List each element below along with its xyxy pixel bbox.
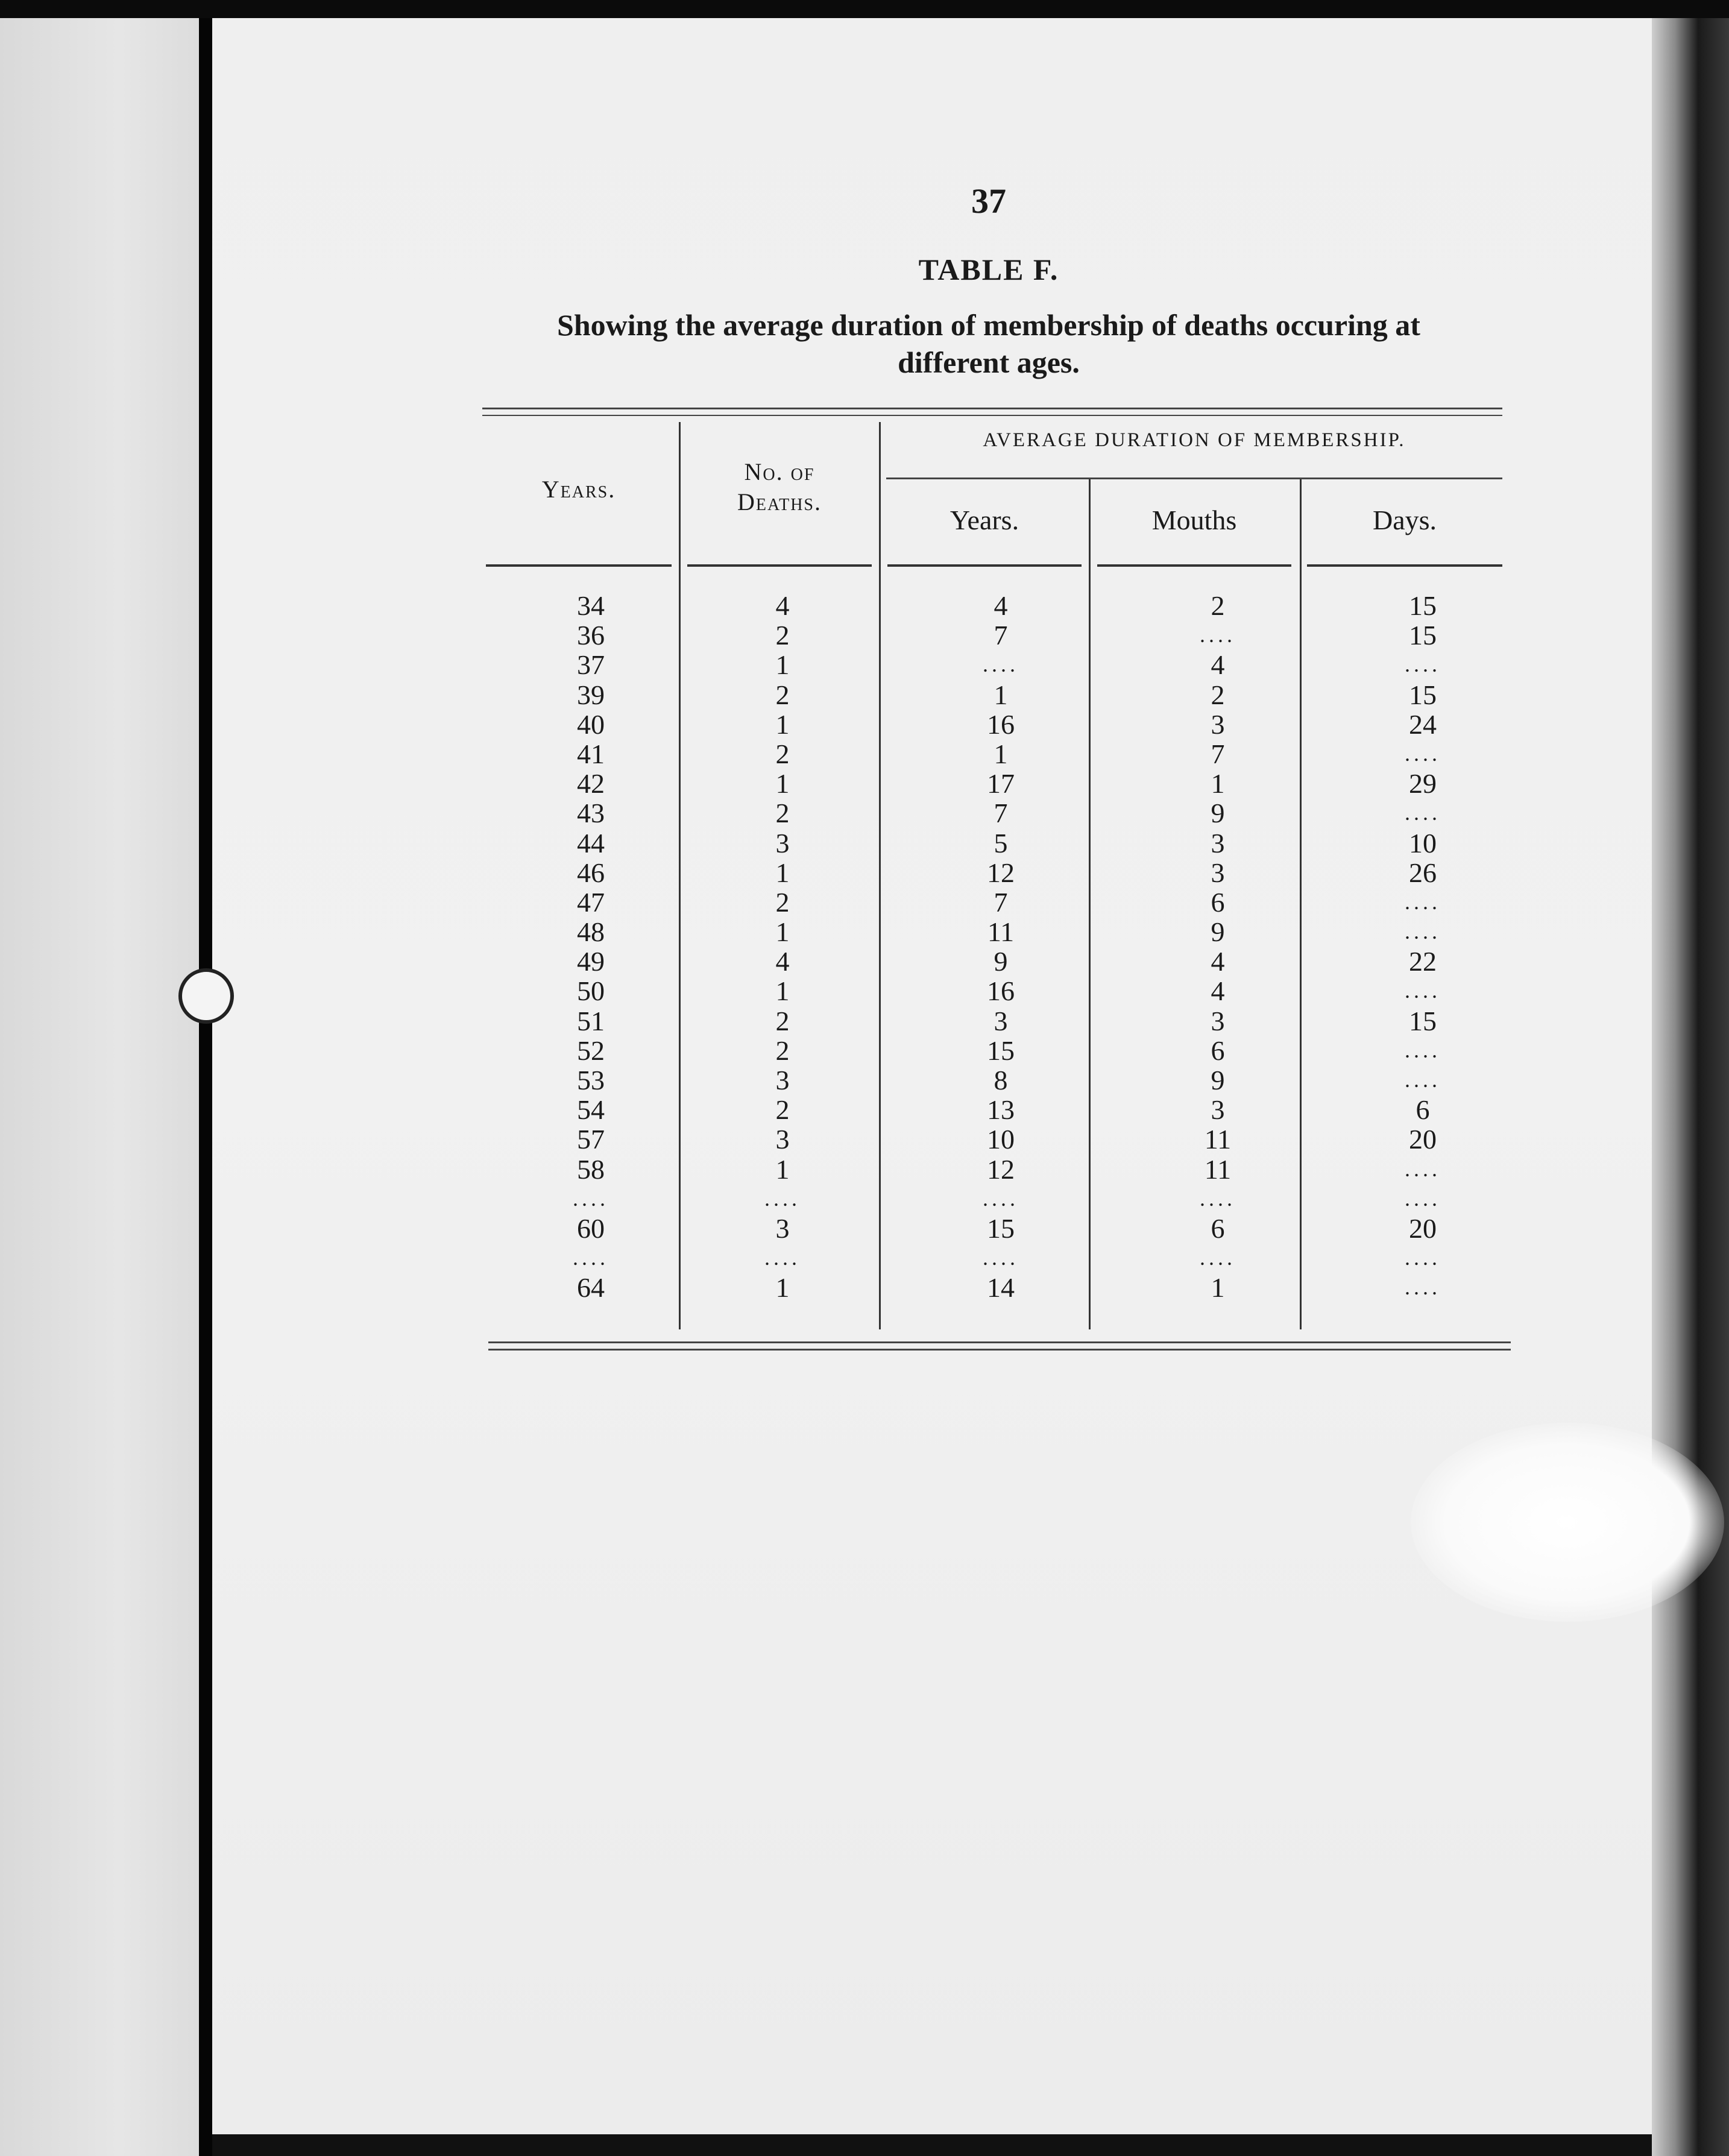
age-cell: 64 [577, 1272, 605, 1303]
duration-months-cell: 11 [1204, 1124, 1232, 1155]
age-cell: 37 [577, 649, 605, 681]
deaths-cell: 4 [775, 590, 790, 621]
age-cell: 57 [577, 1124, 605, 1155]
duration-days-cell: .... [1405, 1186, 1441, 1211]
duration-months-cell: .... [1200, 623, 1236, 648]
deaths-cell: 4 [775, 946, 790, 977]
column-duration-days [1350, 591, 1495, 1303]
header-underline-sub-years [887, 564, 1082, 567]
duration-months-cell: 6 [1211, 1212, 1225, 1244]
book-binding [199, 18, 212, 2156]
age-cell: 46 [577, 857, 605, 888]
duration-months-cell: .... [1200, 1186, 1236, 1211]
age-cell: 44 [577, 827, 605, 859]
duration-days-cell: 22 [1409, 946, 1437, 977]
header-years: Years. [541, 476, 616, 503]
deaths-cell: 3 [775, 1065, 790, 1095]
deaths-cell: .... [764, 1186, 801, 1211]
deaths-cell: .... [764, 1246, 801, 1270]
duration-years-cell: 13 [987, 1094, 1015, 1126]
caption-line-1: Showing the average duration of membership of deaths occuring at [557, 308, 1420, 342]
duration-days-cell: .... [1405, 741, 1441, 766]
duration-months-cell: 2 [1211, 590, 1225, 621]
table-bottom-rule-2 [488, 1349, 1511, 1351]
duration-days-cell: .... [1405, 979, 1441, 1003]
paper-stain [1411, 1423, 1724, 1622]
duration-months-cell: 4 [1211, 649, 1225, 681]
duration-years-cell: .... [983, 1246, 1019, 1270]
age-cell: 50 [577, 976, 605, 1007]
duration-years-cell: 15 [987, 1035, 1015, 1066]
duration-days-cell: .... [1405, 1246, 1441, 1270]
duration-days-cell: .... [1405, 1038, 1441, 1062]
scan-top-border [0, 0, 1729, 18]
duration-months-cell: 4 [1211, 946, 1225, 977]
table-title: TABLE F. [918, 253, 1059, 286]
header-underline-deaths [687, 564, 872, 567]
deaths-cell: 3 [775, 1212, 790, 1244]
age-cell: 60 [577, 1212, 605, 1244]
header-underline-days [1307, 564, 1502, 567]
duration-months-cell: 3 [1211, 857, 1225, 888]
deaths-cell: 1 [775, 768, 790, 799]
duration-months-cell: 11 [1204, 1153, 1232, 1185]
header-sub-months: Mouths [1151, 505, 1237, 535]
table-top-rule [482, 408, 1502, 409]
deaths-cell: 1 [775, 976, 790, 1007]
page-number: 37 [971, 181, 1006, 221]
column-duration-years [928, 591, 1073, 1303]
duration-days-cell: 20 [1409, 1212, 1437, 1244]
duration-days-cell: 10 [1409, 827, 1437, 859]
age-cell: 54 [577, 1094, 605, 1126]
duration-months-cell: 9 [1211, 916, 1225, 948]
duration-months-cell: 2 [1211, 679, 1225, 710]
age-cell: 34 [577, 590, 605, 621]
duration-years-cell: 7 [994, 886, 1008, 918]
duration-days-cell: .... [1405, 1068, 1441, 1092]
duration-years-cell: 1 [994, 679, 1008, 710]
duration-days-cell: .... [1405, 889, 1441, 914]
duration-years-cell: 11 [987, 916, 1015, 948]
deaths-cell: 2 [775, 1094, 790, 1126]
duration-months-cell: 3 [1211, 827, 1225, 859]
header-sub-days: Days. [1372, 505, 1437, 535]
duration-years-cell: 10 [987, 1124, 1015, 1155]
duration-months-cell: 4 [1211, 976, 1225, 1007]
duration-days-cell: 15 [1409, 620, 1437, 651]
duration-months-cell: .... [1200, 1246, 1236, 1270]
binding-punch-hole [178, 968, 234, 1024]
duration-years-cell: 12 [987, 1153, 1015, 1185]
duration-months-cell: 3 [1211, 708, 1225, 740]
deaths-cell: 2 [775, 679, 790, 710]
column-divider-4 [1300, 479, 1302, 1329]
duration-days-cell: .... [1405, 652, 1441, 677]
deaths-cell: 1 [775, 1272, 790, 1303]
duration-months-cell: 1 [1211, 1272, 1225, 1303]
duration-years-cell: 15 [987, 1212, 1015, 1244]
age-cell: 47 [577, 886, 605, 918]
age-cell: .... [573, 1246, 609, 1270]
column-divider-2 [879, 422, 881, 1329]
column-age [518, 591, 663, 1303]
deaths-cell: 1 [775, 1153, 790, 1185]
duration-months-cell: 7 [1211, 738, 1225, 769]
duration-years-cell: 14 [987, 1272, 1015, 1303]
duration-months-cell: 3 [1211, 1005, 1225, 1036]
duration-days-cell: 15 [1409, 1005, 1437, 1036]
age-cell: 49 [577, 946, 605, 977]
deaths-cell: 2 [775, 1035, 790, 1066]
duration-years-cell: 4 [994, 590, 1008, 621]
duration-years-cell: 12 [987, 857, 1015, 888]
age-cell: 51 [577, 1005, 605, 1036]
age-cell: 53 [577, 1065, 605, 1095]
age-cell: 36 [577, 620, 605, 651]
column-divider-3 [1089, 479, 1091, 1329]
deaths-cell: 2 [775, 1005, 790, 1036]
deaths-cell: 1 [775, 857, 790, 888]
duration-months-cell: 9 [1211, 1065, 1225, 1095]
deaths-cell: 3 [775, 1124, 790, 1155]
duration-years-cell: 17 [987, 768, 1015, 799]
header-deaths-line-2: Deaths. [737, 488, 822, 515]
header-underline-months [1097, 564, 1291, 567]
duration-days-cell: 15 [1409, 590, 1437, 621]
duration-days-cell: .... [1405, 801, 1441, 825]
deaths-cell: 2 [775, 738, 790, 769]
duration-years-cell: 16 [987, 708, 1015, 740]
duration-days-cell: 6 [1416, 1094, 1430, 1126]
duration-years-cell: 7 [994, 620, 1008, 651]
duration-days-cell: 20 [1409, 1124, 1437, 1155]
age-cell: 40 [577, 708, 605, 740]
duration-days-cell: .... [1405, 1156, 1441, 1181]
deaths-cell: 1 [775, 916, 790, 948]
deaths-cell: 1 [775, 708, 790, 740]
deaths-cell: 1 [775, 649, 790, 681]
duration-years-cell: 8 [994, 1065, 1008, 1095]
facing-page-edge [0, 18, 199, 2156]
table-top-rule-2 [482, 415, 1502, 416]
age-cell: 58 [577, 1153, 605, 1185]
age-cell: 41 [577, 738, 605, 769]
deaths-cell: 3 [775, 827, 790, 859]
duration-years-cell: 3 [994, 1005, 1008, 1036]
age-cell: 42 [577, 768, 605, 799]
age-cell: 39 [577, 679, 605, 710]
header-deaths-line-1: No. of [744, 458, 815, 485]
duration-years-cell: .... [983, 652, 1019, 677]
duration-years-cell: .... [983, 1186, 1019, 1211]
deaths-cell: 2 [775, 620, 790, 651]
duration-years-cell: 1 [994, 738, 1008, 769]
duration-months-cell: 9 [1211, 798, 1225, 829]
caption-line-2: different ages. [898, 345, 1080, 379]
column-duration-months [1145, 591, 1290, 1303]
group-header-rule [886, 478, 1502, 479]
scan-right-edge [1652, 18, 1729, 2156]
duration-days-cell: .... [1405, 1275, 1441, 1300]
duration-years-cell: 7 [994, 798, 1008, 829]
deaths-cell: 2 [775, 798, 790, 829]
duration-days-cell: 24 [1409, 708, 1437, 740]
duration-months-cell: 3 [1211, 1094, 1225, 1126]
age-cell: 52 [577, 1035, 605, 1066]
table-caption [476, 306, 1501, 381]
duration-years-cell: 9 [994, 946, 1008, 977]
age-cell: 48 [577, 916, 605, 948]
header-sub-years: Years. [950, 505, 1019, 535]
age-cell: 43 [577, 798, 605, 829]
duration-days-cell: 15 [1409, 679, 1437, 710]
duration-months-cell: 6 [1211, 886, 1225, 918]
duration-years-cell: 5 [994, 827, 1008, 859]
scan-bottom-border [212, 2134, 1652, 2156]
deaths-cell: 2 [775, 886, 790, 918]
header-deaths [687, 457, 872, 517]
duration-days-cell: .... [1405, 919, 1441, 944]
duration-months-cell: 6 [1211, 1035, 1225, 1066]
column-divider-1 [679, 422, 681, 1329]
header-average-duration: AVERAGE DURATION OF MEMBERSHIP. [983, 429, 1406, 451]
age-cell: .... [573, 1186, 609, 1211]
duration-years-cell: 16 [987, 976, 1015, 1007]
table-bottom-rule [488, 1341, 1511, 1343]
duration-days-cell: 26 [1409, 857, 1437, 888]
duration-days-cell: 29 [1409, 768, 1437, 799]
duration-months-cell: 1 [1211, 768, 1225, 799]
column-deaths [710, 591, 855, 1303]
header-underline-years [486, 564, 672, 567]
